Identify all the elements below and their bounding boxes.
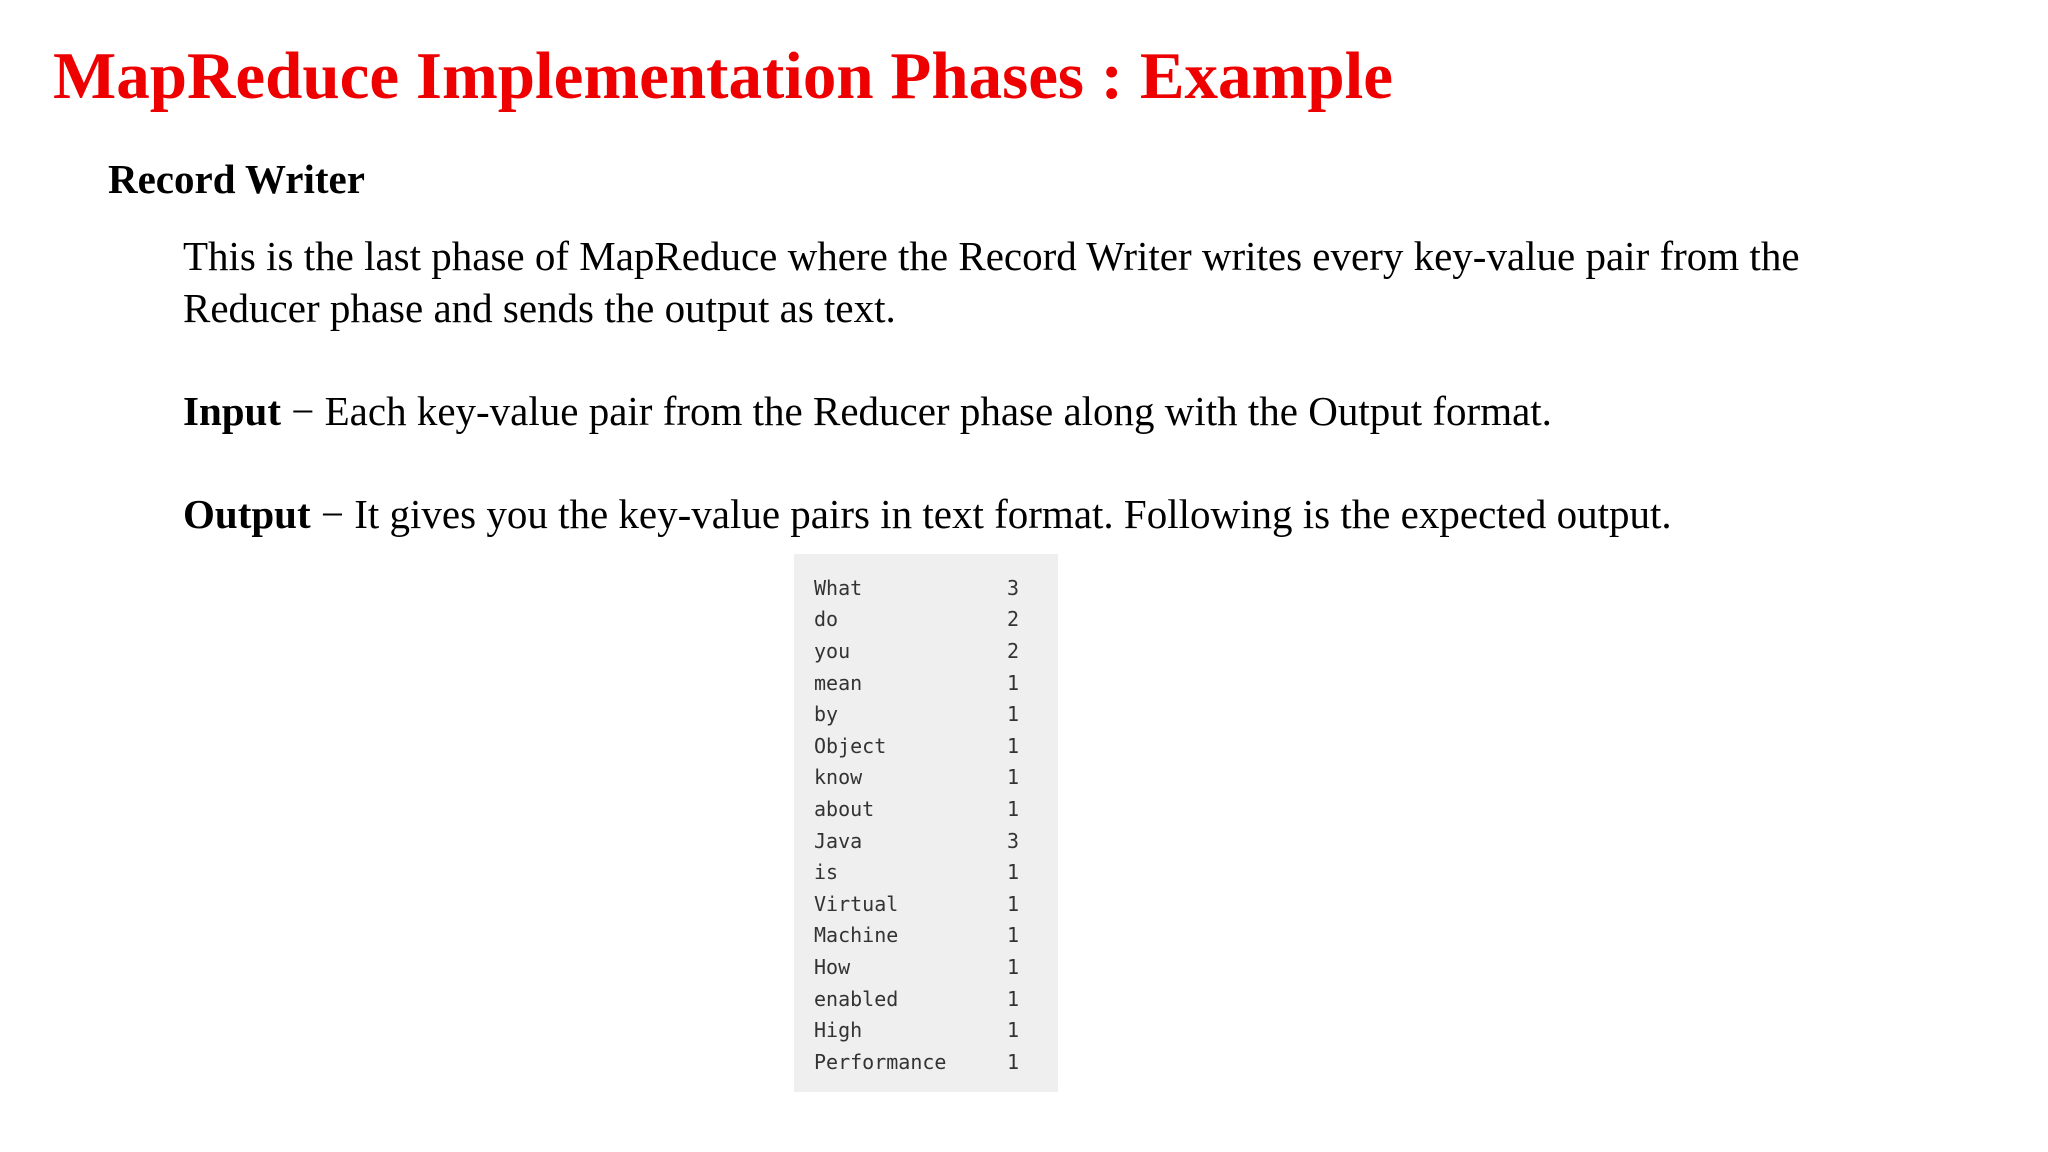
output-count: 3 xyxy=(1007,828,1020,853)
output-key: about xyxy=(814,796,875,821)
output-key: do xyxy=(814,607,839,632)
output-key: Virtual xyxy=(814,891,899,916)
output-row xyxy=(794,1014,1058,1046)
output-row xyxy=(794,856,1058,888)
output-row xyxy=(794,888,1058,920)
output-row xyxy=(794,730,1058,762)
output-key: enabled xyxy=(814,986,899,1011)
output-key: How xyxy=(814,954,851,979)
output-key: you xyxy=(814,638,851,663)
input-label: Input xyxy=(183,388,282,434)
output-key: know xyxy=(814,765,863,790)
output-row xyxy=(794,920,1058,952)
intro-paragraph: This is the last phase of MapReduce where the Record Writer writes every key-value pair from the Reducer phase and sends the output as text. xyxy=(183,233,1800,331)
output-row xyxy=(794,635,1058,667)
output-row xyxy=(794,1046,1058,1078)
output-row xyxy=(794,572,1058,604)
output-count: 1 xyxy=(1007,1049,1020,1074)
output-key: High xyxy=(814,1018,863,1043)
output-row xyxy=(794,825,1058,857)
output-row xyxy=(794,698,1058,730)
output-row xyxy=(794,951,1058,983)
output-count: 1 xyxy=(1007,986,1020,1011)
output-row xyxy=(794,667,1058,699)
expected-output-block xyxy=(794,554,1058,1092)
output-count: 2 xyxy=(1007,607,1020,632)
output-count: 1 xyxy=(1007,670,1020,695)
output-count: 1 xyxy=(1007,702,1020,727)
output-paragraph xyxy=(183,488,1672,540)
output-count: 1 xyxy=(1007,733,1020,758)
output-row xyxy=(794,604,1058,636)
output-count: 1 xyxy=(1007,923,1020,948)
output-count: 1 xyxy=(1007,860,1020,885)
output-key: Java xyxy=(814,828,863,853)
output-key: What xyxy=(814,575,863,600)
output-count: 1 xyxy=(1007,954,1020,979)
output-count: 1 xyxy=(1007,796,1020,821)
output-count: 1 xyxy=(1007,1018,1020,1043)
output-count: 3 xyxy=(1007,575,1020,600)
output-key: by xyxy=(814,702,839,727)
output-count: 1 xyxy=(1007,765,1020,790)
output-row xyxy=(794,983,1058,1015)
output-key: Object xyxy=(814,733,887,758)
output-row xyxy=(794,793,1058,825)
output-label: Output xyxy=(183,491,311,537)
output-key: is xyxy=(814,860,839,885)
output-key: Machine xyxy=(814,923,899,948)
output-description: − It gives you the key-value pairs in text format. Following is the expected output. xyxy=(310,491,1672,537)
output-key: mean xyxy=(814,670,863,695)
output-count: 1 xyxy=(1007,891,1020,916)
section-heading: Record Writer xyxy=(108,156,365,202)
input-paragraph xyxy=(183,385,1552,437)
output-row xyxy=(794,762,1058,794)
input-description: − Each key-value pair from the Reducer phase along with the Output format. xyxy=(281,388,1552,434)
slide-title: MapReduce Implementation Phases : Example xyxy=(53,39,1393,113)
output-count: 2 xyxy=(1007,638,1020,663)
output-key: Performance xyxy=(814,1049,947,1074)
